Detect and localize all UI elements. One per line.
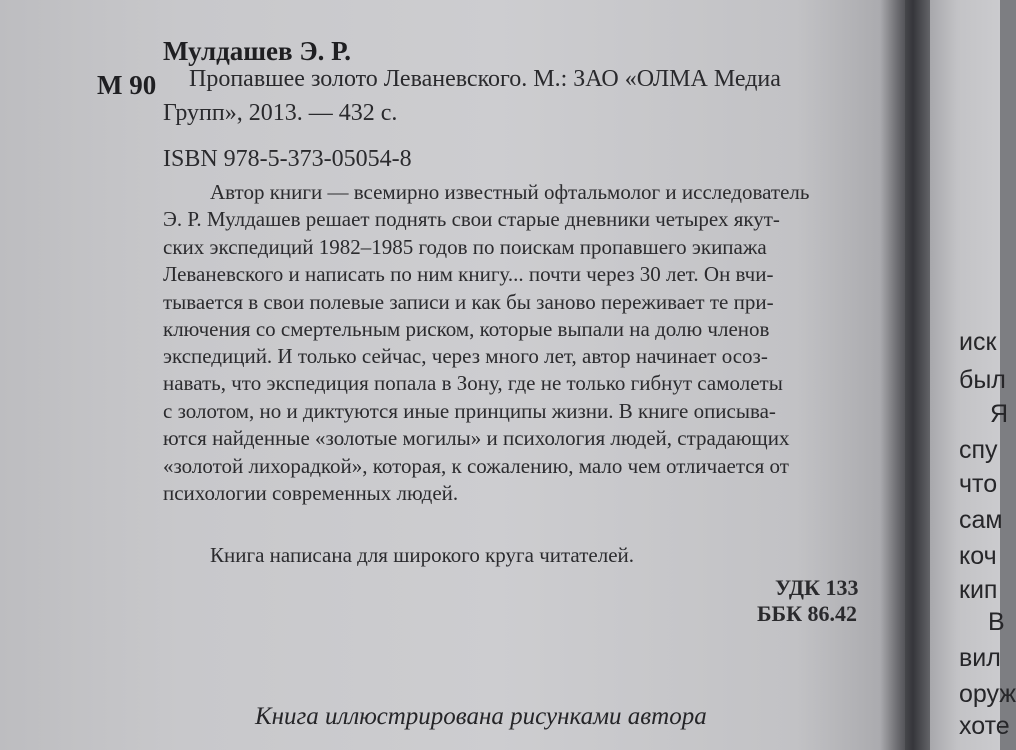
- adjacent-fragment: иск: [959, 328, 997, 356]
- illustration-note: Книга иллюстрирована рисунками автора: [255, 703, 707, 730]
- adjacent-fragment: хоте: [959, 712, 1010, 740]
- adjacent-fragment: сам: [959, 506, 1003, 534]
- book-author: Мулдашев Э. Р.: [163, 36, 352, 66]
- annotation-line: Э. Р. Мулдашев решает поднять свои старые дневники четырех якут-: [163, 207, 780, 231]
- adjacent-fragment: был: [959, 366, 1006, 394]
- annotation-line: тывается в свои полевые записи и как бы заново переживает те при-: [163, 290, 774, 314]
- annotation-line: психологии современных людей.: [163, 481, 459, 505]
- annotation-line: ются найденные «золотые могилы» и психология людей, страдающих: [163, 426, 790, 450]
- annotation-line: экспедиций. И только сейчас, через много лет, автор начинает осоз-: [163, 344, 768, 368]
- annotation-line: с золотом, но и диктуются иные принципы жизни. В книге описыва-: [163, 399, 776, 423]
- annotation-line: ских экспедиций 1982–1985 годов по поискам пропавшего экипажа: [163, 235, 767, 259]
- catalog-code: М 90: [97, 70, 157, 100]
- annotation-line: «золотой лихорадкой», которая, к сожалению, мало чем отличается от: [163, 454, 789, 478]
- isbn: ISBN 978-5-373-05054-8: [163, 146, 412, 172]
- bbk-code: ББК 86.42: [757, 601, 858, 626]
- annotation-line: Автор книги — всемирно известный офтальмолог и исследователь: [210, 180, 810, 204]
- adjacent-fragment: коч: [959, 542, 997, 570]
- title-line-2: Групп», 2013. — 432 с.: [163, 100, 398, 126]
- annotation-line: Леваневского и написать по ним книгу... почти через 30 лет. Он вчи-: [163, 262, 774, 286]
- adjacent-fragment: спу: [959, 436, 998, 464]
- adjacent-fragment: оруж: [959, 680, 1016, 708]
- udk-code: УДК 133: [775, 575, 859, 600]
- adjacent-fragment: кип: [959, 576, 998, 604]
- adjacent-fragment: что: [959, 470, 998, 498]
- adjacent-page: [930, 0, 1016, 750]
- adjacent-fragment: Я: [990, 400, 1009, 428]
- title-line-1: Пропавшее золото Леваневского. М.: ЗАО «ОЛМА Медиа: [189, 66, 781, 92]
- annotation-line: ключения со смертельным риском, которые выпали на долю членов: [163, 317, 770, 341]
- adjacent-fragment: вил: [959, 644, 1001, 672]
- adjacent-fragment: В: [988, 608, 1005, 636]
- annotation-line: навать, что экспедиция попала в Зону, где не только гибнут самолеты: [163, 371, 783, 395]
- audience-line: Книга написана для широкого круга читателей.: [210, 543, 634, 567]
